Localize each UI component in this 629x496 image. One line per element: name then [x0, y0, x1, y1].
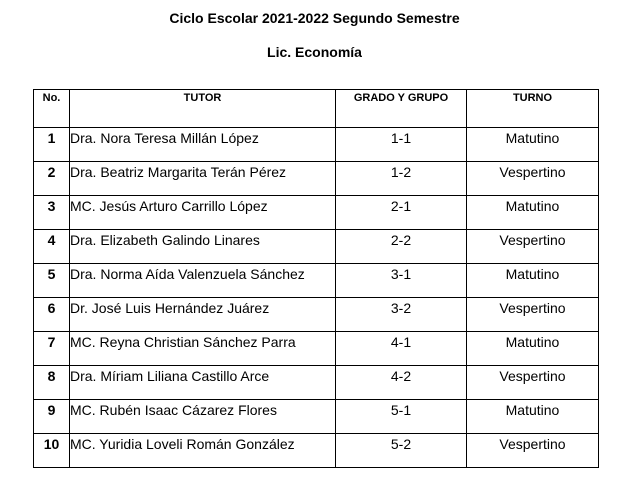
- cell-grado: 4-2: [336, 366, 467, 400]
- cell-no: 9: [34, 400, 70, 434]
- cell-no: 6: [34, 298, 70, 332]
- page-title: Ciclo Escolar 2021-2022 Segundo Semestre: [169, 10, 460, 26]
- header-no: No.: [34, 90, 70, 128]
- cell-grado: 4-1: [336, 332, 467, 366]
- cell-no: 2: [34, 162, 70, 196]
- cell-grado: 1-1: [336, 128, 467, 162]
- table-row: [34, 162, 599, 196]
- cell-grado: 3-2: [336, 298, 467, 332]
- cell-grado: 2-1: [336, 196, 467, 230]
- cell-grado: 2-2: [336, 230, 467, 264]
- cell-turno: Vespertino: [467, 298, 599, 332]
- cell-turno: Matutino: [467, 400, 599, 434]
- cell-turno: Matutino: [467, 264, 599, 298]
- cell-grado: 5-1: [336, 400, 467, 434]
- table-row: [34, 332, 599, 366]
- cell-tutor: MC. Reyna Christian Sánchez Parra: [70, 332, 336, 366]
- cell-no: 5: [34, 264, 70, 298]
- header-grado: GRADO Y GRUPO: [336, 90, 467, 128]
- cell-tutor: Dra. Norma Aída Valenzuela Sánchez: [70, 264, 336, 298]
- cell-no: 10: [34, 434, 70, 468]
- cell-tutor: MC. Jesús Arturo Carrillo López: [70, 196, 336, 230]
- cell-grado: 1-2: [336, 162, 467, 196]
- table-row: [34, 128, 599, 162]
- table-header-row: [34, 90, 599, 128]
- cell-no: 4: [34, 230, 70, 264]
- tutors-table: [33, 89, 599, 468]
- cell-grado: 5-2: [336, 434, 467, 468]
- cell-tutor: Dra. Beatriz Margarita Terán Pérez: [70, 162, 336, 196]
- table-row: [34, 366, 599, 400]
- cell-no: 7: [34, 332, 70, 366]
- cell-turno: Vespertino: [467, 230, 599, 264]
- cell-turno: Vespertino: [467, 162, 599, 196]
- cell-tutor: MC. Yuridia Loveli Román González: [70, 434, 336, 468]
- cell-turno: Vespertino: [467, 434, 599, 468]
- cell-turno: Matutino: [467, 332, 599, 366]
- table-row: [34, 196, 599, 230]
- cell-grado: 3-1: [336, 264, 467, 298]
- table-row: [34, 230, 599, 264]
- cell-tutor: Dra. Míriam Liliana Castillo Arce: [70, 366, 336, 400]
- cell-tutor: MC. Rubén Isaac Cázarez Flores: [70, 400, 336, 434]
- cell-tutor: Dra. Elizabeth Galindo Linares: [70, 230, 336, 264]
- table-row: [34, 298, 599, 332]
- cell-no: 3: [34, 196, 70, 230]
- header-tutor: TUTOR: [70, 90, 336, 128]
- cell-turno: Vespertino: [467, 366, 599, 400]
- page-subtitle: Lic. Economía: [267, 44, 362, 60]
- cell-no: 1: [34, 128, 70, 162]
- cell-tutor: Dra. Nora Teresa Millán López: [70, 128, 336, 162]
- cell-turno: Matutino: [467, 196, 599, 230]
- table-row: [34, 400, 599, 434]
- cell-tutor: Dr. José Luis Hernández Juárez: [70, 298, 336, 332]
- header-turno: TURNO: [467, 90, 599, 128]
- table-row: [34, 434, 599, 468]
- cell-turno: Matutino: [467, 128, 599, 162]
- table-row: [34, 264, 599, 298]
- cell-no: 8: [34, 366, 70, 400]
